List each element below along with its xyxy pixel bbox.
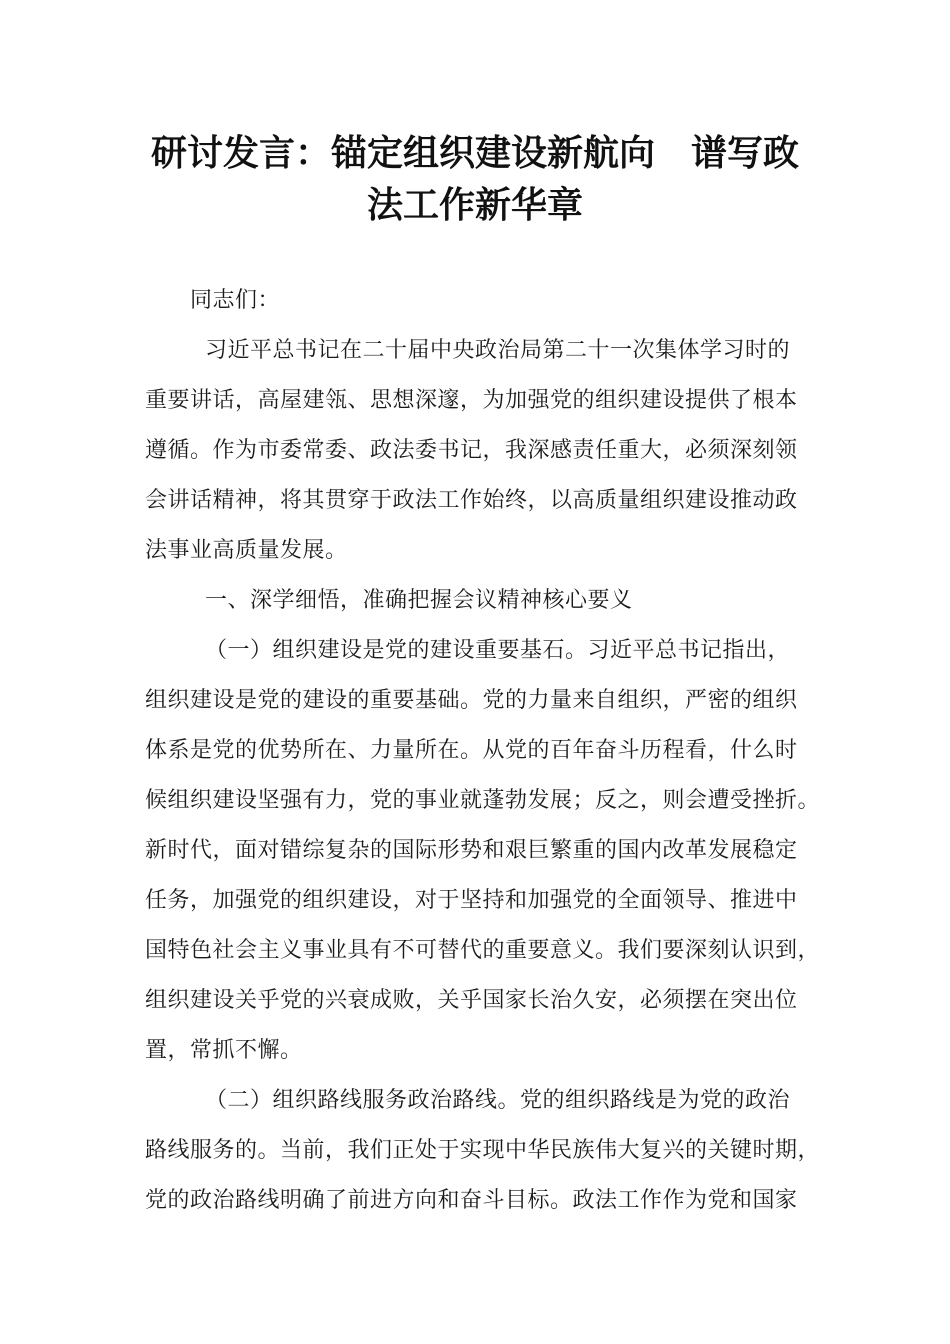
paragraph-line: 路线服务的。当前，我们正处于实现中华民族伟大复兴的关键时期，: [145, 1138, 821, 1163]
document-title: [120, 128, 830, 232]
paragraph-line: 置，常抓不懈。: [145, 1038, 303, 1063]
title-line: 法工作新华章: [366, 185, 583, 226]
paragraph-line: 新时代，面对错综复杂的国际形势和艰巨繁重的国内改革发展稳定: [145, 838, 798, 863]
paragraph-line: 党的政治路线明确了前进方向和奋斗目标。政法工作作为党和国家: [145, 1188, 798, 1213]
paragraph-line: （二）组织路线服务政治路线。党的组织路线是为党的政治: [205, 1088, 791, 1113]
paragraph-line: 重要讲话，高屋建瓴、思想深邃，为加强党的组织建设提供了根本: [145, 388, 798, 413]
paragraph-line: 任务，加强党的组织建设，对于坚持和加强党的全面领导、推进中: [145, 888, 798, 913]
paragraph-line: 候组织建设坚强有力，党的事业就蓬勃发展；反之，则会遭受挫折。: [145, 788, 821, 813]
title-line: 研讨发言：锚定组织建设新航向 谱写政: [150, 133, 799, 174]
paragraph-line: 习近平总书记在二十届中央政治局第二十一次集体学习时的: [205, 338, 791, 363]
paragraph-line: 体系是党的优势所在、力量所在。从党的百年奋斗历程看，什么时: [145, 738, 798, 763]
paragraph-line: 组织建设关乎党的兴衰成败，关乎国家长治久安，必须摆在突出位: [145, 988, 798, 1013]
paragraph-line: （一）组织建设是党的建设重要基石。习近平总书记指出，: [205, 638, 791, 663]
paragraph-line: 遵循。作为市委常委、政法委书记，我深感责任重大，必须深刻领: [145, 438, 798, 463]
paragraph-line: 组织建设是党的建设的重要基础。党的力量来自组织，严密的组织: [145, 688, 798, 713]
section-heading: 一、深学细悟，准确把握会议精神核心要义: [205, 588, 633, 613]
paragraph-line: 会讲话精神，将其贯穿于政法工作始终，以高质量组织建设推动政: [145, 488, 798, 513]
paragraph-line: 法事业高质量发展。: [145, 538, 348, 563]
paragraph-line: 国特色社会主义事业具有不可替代的重要意义。我们要深刻认识到，: [145, 938, 821, 963]
salutation: 同志们：: [190, 288, 281, 313]
